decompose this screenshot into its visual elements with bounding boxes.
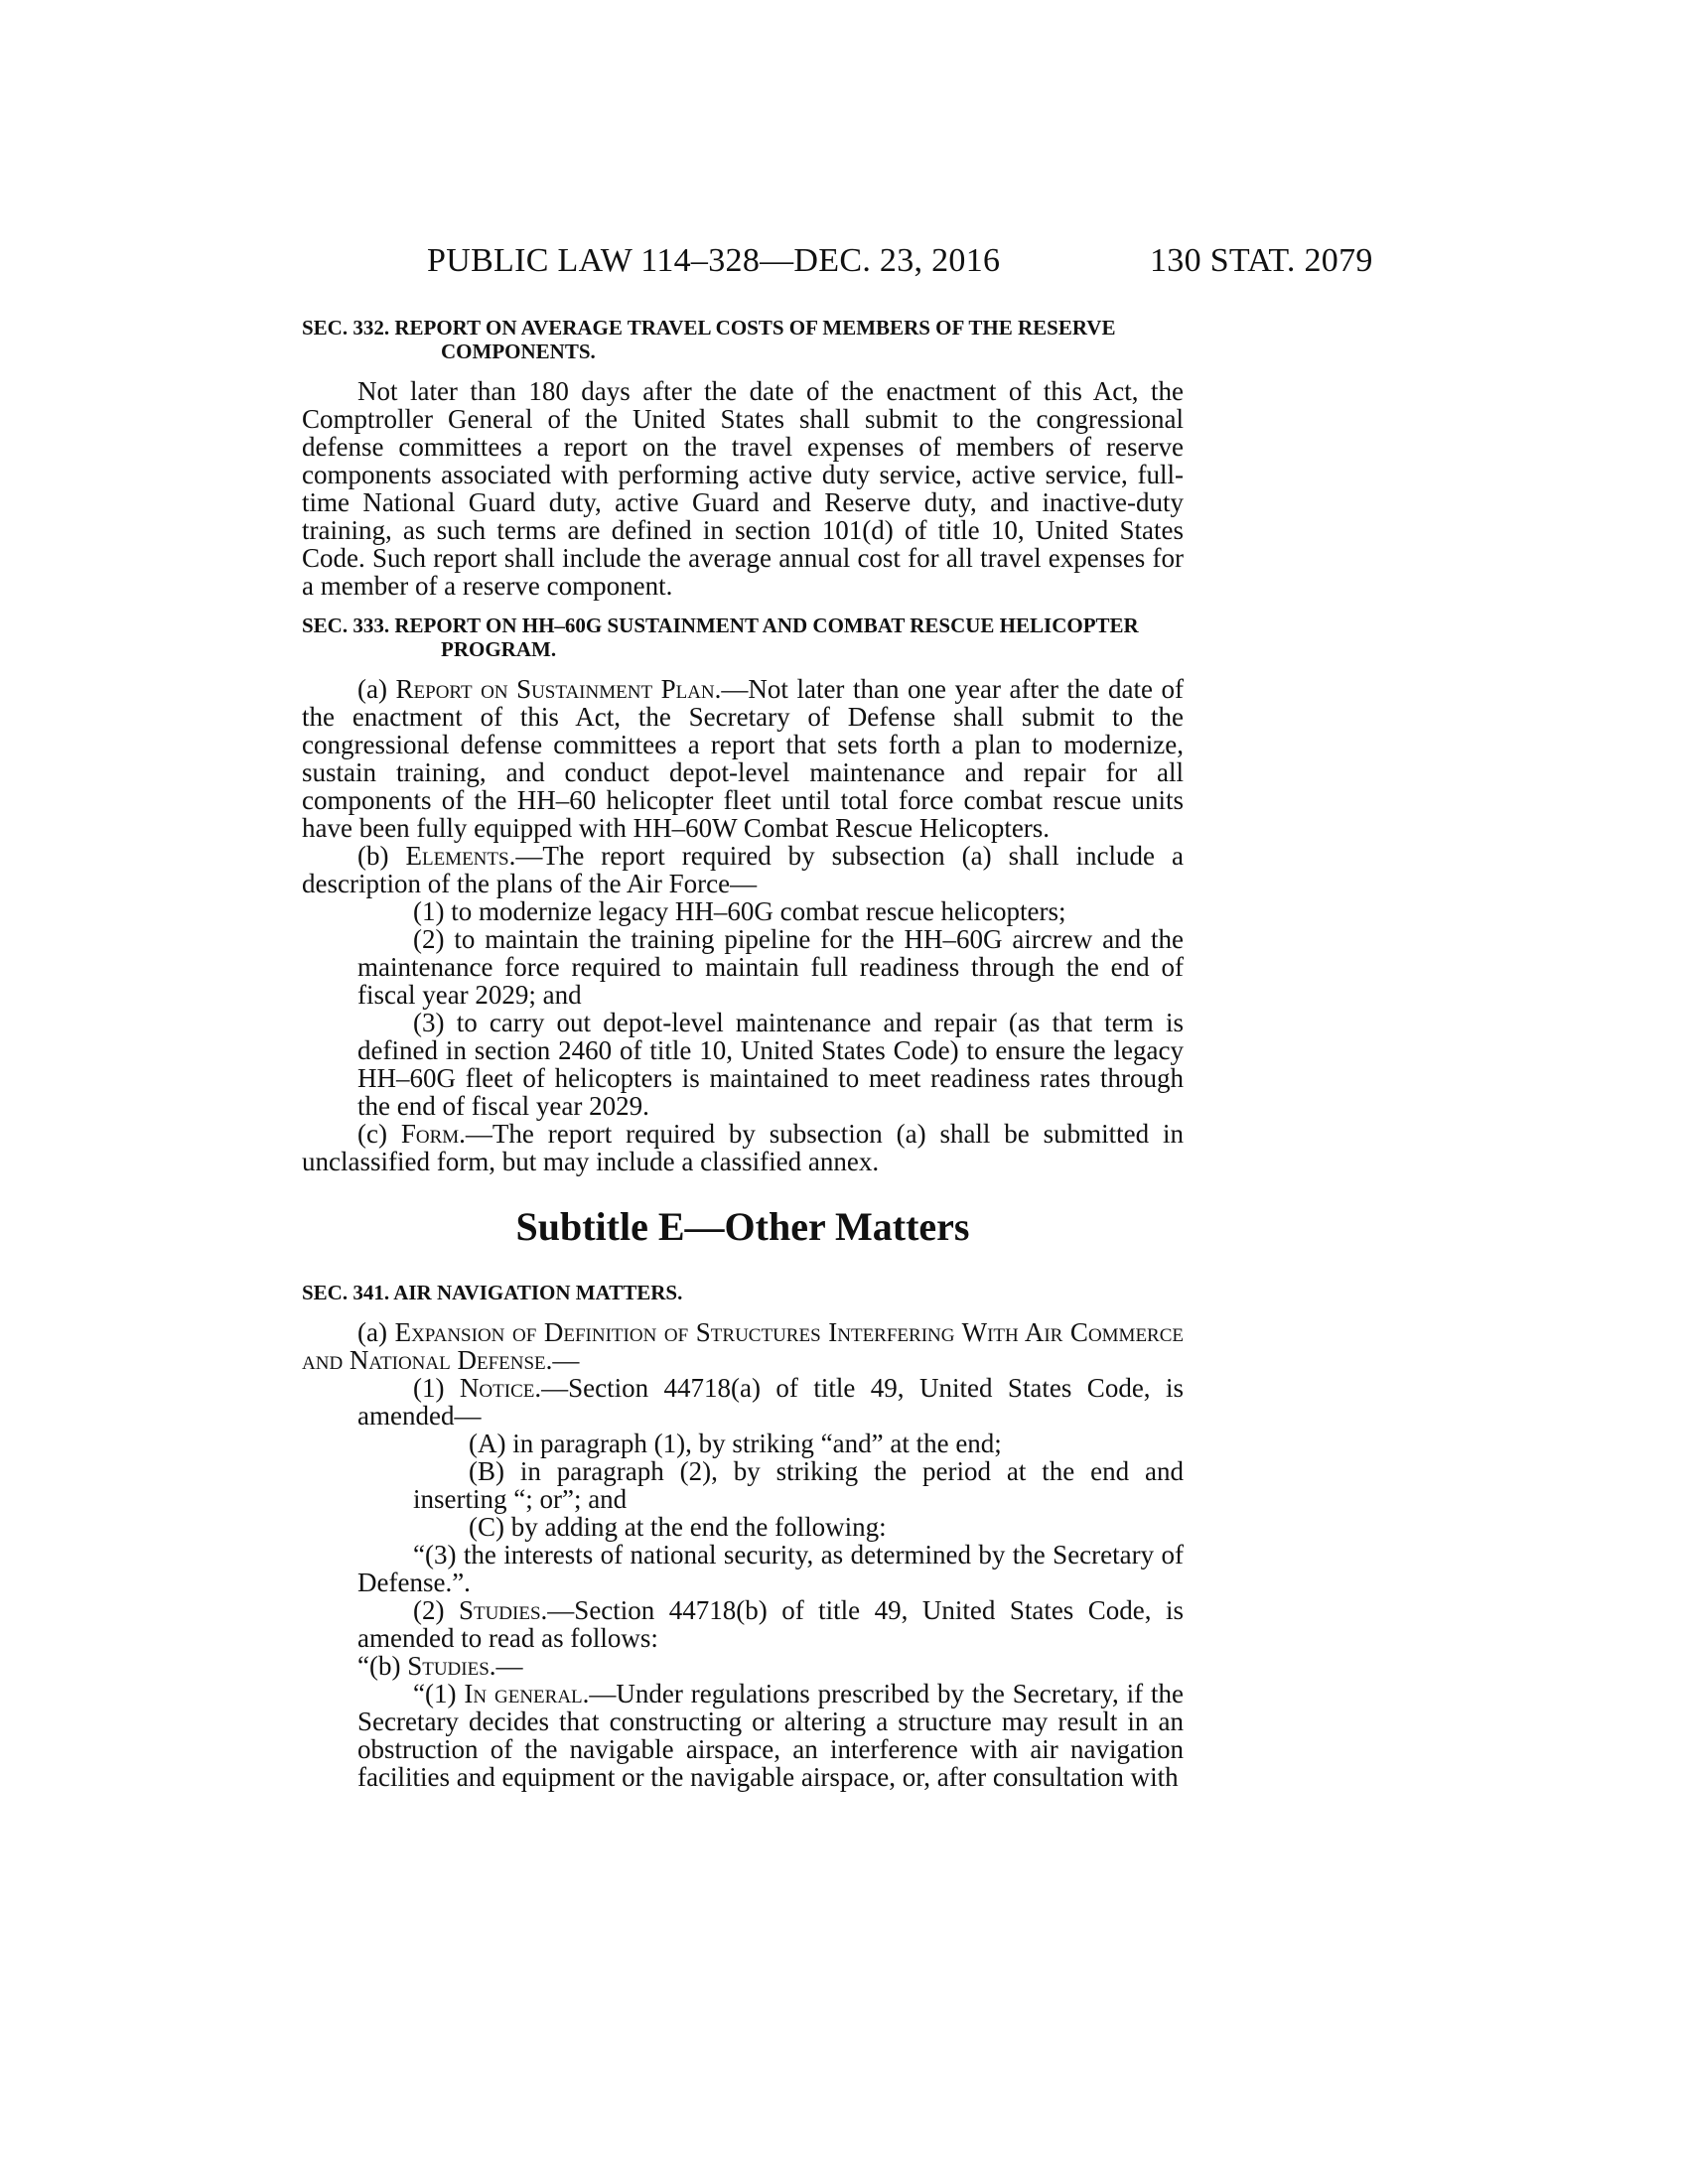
document-body xyxy=(302,316,1184,1791)
caption-quoted-studies: Studies xyxy=(407,1651,490,1681)
section-333-heading: SEC. 333. REPORT ON HH–60G SUSTAINMENT AND COMBAT RESCUE HELICOPTER PROGRAM. xyxy=(302,614,1139,661)
section-341-heading: SEC. 341. AIR NAVIGATION MATTERS. xyxy=(302,1281,683,1304)
section-341-quoted-paragraph-1: “(1) In general.—Under regulations prescribed by the Secretary, if the Secretary decides that constructing or altering a structure may result in an obstruction of the navigable airspace, an interference with air navigation facilities and equipment or the navigable airspace, or, after consultation with xyxy=(357,1679,1184,1792)
subtitle-heading: Subtitle E—Other Matters xyxy=(515,1204,970,1249)
caption-notice: Notice xyxy=(459,1373,535,1403)
section-341-quoted-paragraph-3: “(3) the interests of national security, as determined by the Secretary of Defense.”. xyxy=(357,1540,1184,1597)
caption-form: Form xyxy=(400,1119,460,1149)
caption-expansion-of-definition: Expansion of Definition of Structures Interfering With Air Commerce and National Defense xyxy=(302,1317,1185,1375)
section-341-paragraph-1: (1) Notice.—Section 44718(a) of title 49, United States Code, is amended— xyxy=(357,1373,1184,1431)
section-332-heading: SEC. 332. REPORT ON AVERAGE TRAVEL COSTS OF MEMBERS OF THE RESERVE COMPONENTS. xyxy=(302,316,1116,363)
section-341-paragraph-2: (2) Studies.—Section 44718(b) of title 49, United States Code, is amended to read as follows: xyxy=(357,1595,1185,1653)
caption-studies: Studies xyxy=(458,1595,541,1625)
section-341-subparagraph-b: (B) in paragraph (2), by striking the period at the end and inserting “; or”; and xyxy=(413,1456,1184,1514)
running-header-page: 130 STAT. 2079 xyxy=(1150,242,1373,279)
caption-in-general: In general xyxy=(464,1679,583,1708)
section-333-paragraph-2: (2) to maintain the training pipeline for the HH–60G aircrew and the maintenance force required to maintain full readiness through the end of fiscal year 2029; and xyxy=(357,924,1184,1010)
section-333-paragraph-1: (1) to modernize legacy HH–60G combat rescue helicopters; xyxy=(413,896,1066,926)
running-header-law: PUBLIC LAW 114–328—DEC. 23, 2016 xyxy=(427,242,1001,279)
caption-elements: Elements xyxy=(405,841,509,871)
section-332-body: Not later than 180 days after the date of the enactment of this Act, the Comptroller General of the United States shall submit to the congressional defense committees a report on the travel expenses of members of reserve components associated with performing active duty service, active service, full-time National Guard duty, active Guard and Reserve duty, and inactive-duty training, as such terms are defined in section 101(d) of title 10, United States Code. Such report shall include the average annual cost for all travel expenses for a member of a reserve component. xyxy=(302,376,1184,601)
caption-report-on-sustainment-plan: Report on Sustainment Plan xyxy=(395,674,715,704)
section-333-subsection-a: (a) Report on Sustainment Plan.—Not later than one year after the date of the enactment of this Act, the Secretary of Defense shall submit to the congressional defense committees a report that sets forth a plan to modernize, sustain training, and conduct depot-level maintenance and repair for all components of the HH–60 helicopter fleet until total force combat rescue units have been fully equipped with HH–60W Combat Rescue Helicopters. xyxy=(302,674,1185,843)
section-341-quoted-subsection-b: “(b) Studies.— xyxy=(357,1651,523,1681)
section-333-subsection-c: (c) Form.—The report required by subsection (a) shall be submitted in unclassified form, but may include a classified annex. xyxy=(302,1119,1185,1176)
section-341-subparagraph-c: (C) by adding at the end the following: xyxy=(469,1512,887,1542)
section-333-paragraph-3: (3) to carry out depot-level maintenance and repair (as that term is defined in section 2460 of title 10, United States Code) to ensure the legacy HH–60G fleet of helicopters is maintained to meet readiness rates through the end of fiscal year 2029. xyxy=(357,1008,1184,1121)
section-341-subsection-a: (a) Expansion of Definition of Structures Interfering With Air Commerce and National Defense.— xyxy=(302,1317,1185,1375)
section-341-subparagraph-a: (A) in paragraph (1), by striking “and” at the end; xyxy=(469,1429,1002,1458)
section-333-subsection-b: (b) Elements.—The report required by subsection (a) shall include a description of the plans of the Air Force— xyxy=(302,841,1184,898)
